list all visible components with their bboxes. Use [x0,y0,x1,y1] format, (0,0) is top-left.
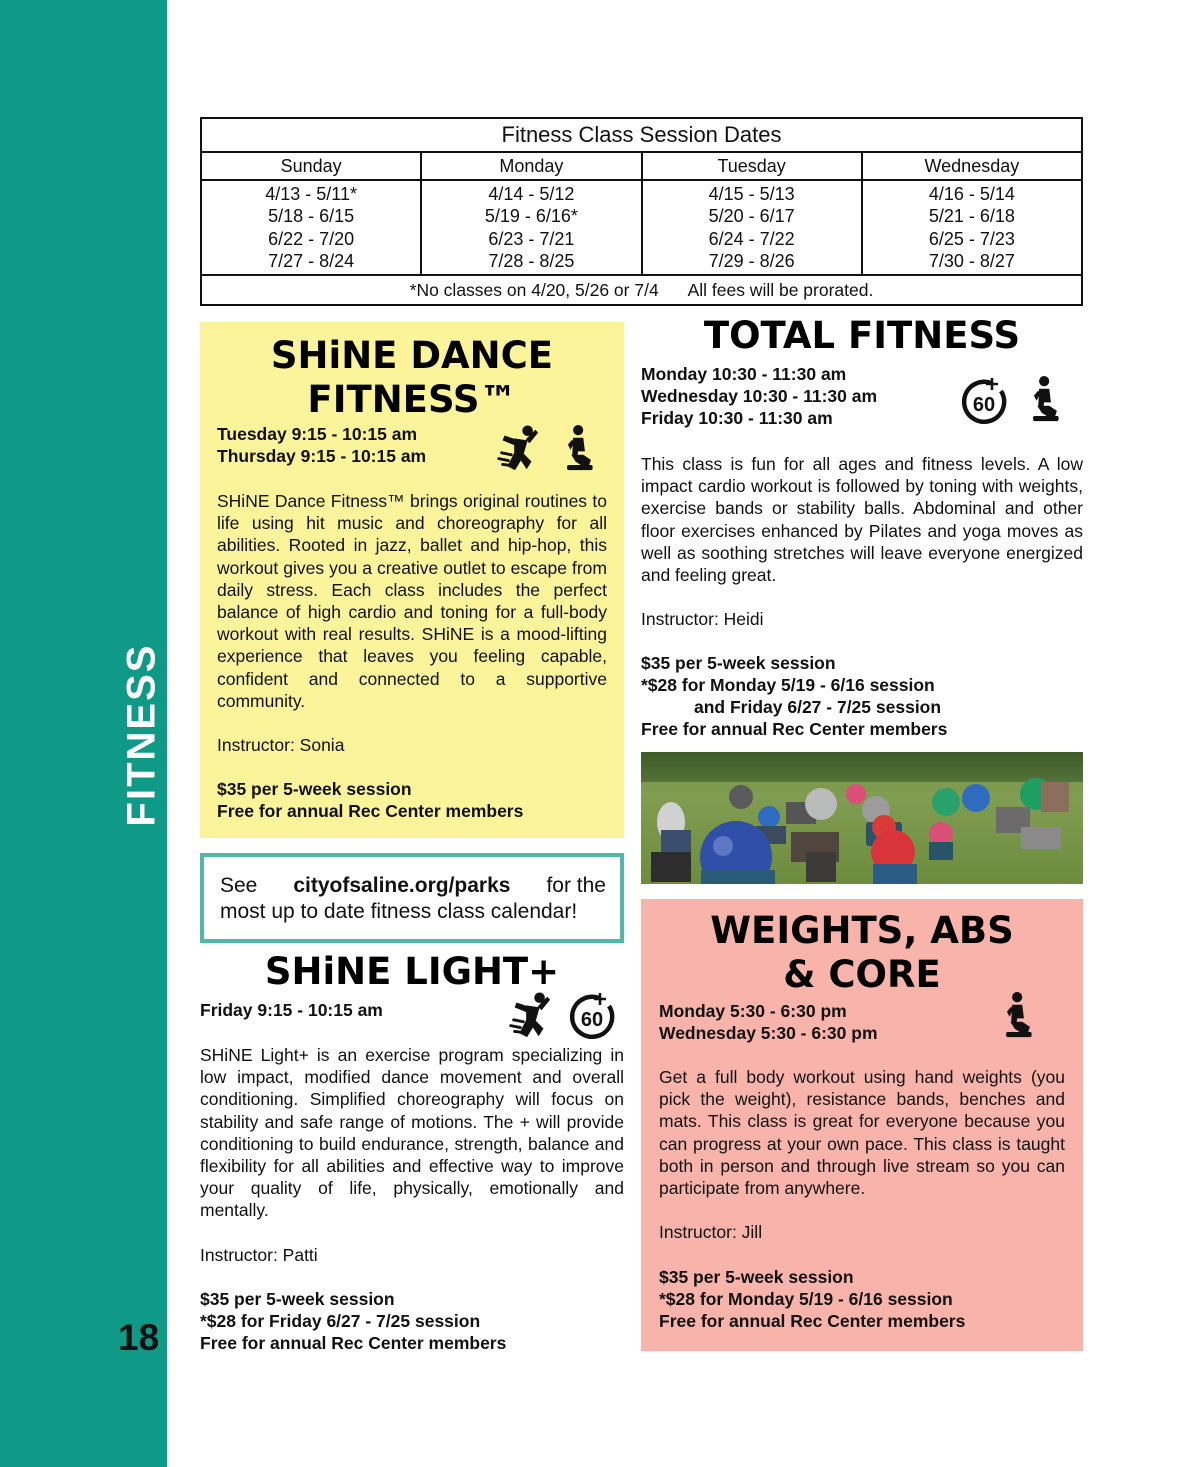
schedule-line: Monday 10:30 - 11:30 am [641,364,847,384]
stability-ball-class-photo [641,752,1083,884]
shine-dance-title-line1: SHiNE DANCE [270,334,554,377]
shine-light-members: Free for annual Rec Center members [200,1333,507,1353]
weights-title-line1: WEIGHTS, ABS [710,909,1014,952]
session-dates-table [200,117,1083,306]
age-60-plus-icon [566,989,618,1041]
schedule-line: Friday 9:15 - 10:15 am [200,1000,383,1020]
shine-light-schedule [200,999,383,1021]
shine-light-description: SHiNE Light+ is an exercise program specializing in low impact, modified dance movement and overall conditioning. Simplified choreography will focus on stability and safe range of motions. The + will provide conditioning to build endurance, strength, balance and flexibility for all abilities and effective way to improve your quality of life, physically, emotionally and mentally. [200,1045,624,1221]
date-cell: 6/22 - 7/20 [268,228,355,249]
schedule-line: Monday 5:30 - 6:30 pm [659,1001,847,1021]
total-fitness-price: $35 per 5-week session [641,653,836,673]
sunday-dates [202,181,420,274]
weights-price: $35 per 5-week session [659,1267,854,1287]
shine-light-price: $35 per 5-week session [200,1289,395,1309]
weights-card [641,899,1083,1351]
date-cell: 5/19 - 6/16* [484,206,578,227]
column-header: Wednesday [861,153,1081,179]
table-title: Fitness Class Session Dates [202,119,1081,153]
date-cell: 4/13 - 5/11* [265,184,357,204]
kneeling-exercise-icon [1001,989,1035,1041]
parks-link[interactable]: cityofsaline.org/parks [293,874,511,897]
age-60-plus-icon [958,374,1010,426]
total-fitness-instructor: Instructor: Heidi [641,609,764,629]
schedule-line: Wednesday 10:30 - 11:30 am [641,386,878,406]
website-note-line2: most up to date fitness class calendar! [220,900,578,923]
website-note [200,853,624,943]
shine-light-discount: *$28 for Friday 6/27 - 7/25 session [200,1311,481,1331]
date-cell: 5/21 - 6/18 [928,206,1015,227]
shine-dance-card [200,322,624,838]
monday-dates [420,181,640,274]
schedule-line: Friday 10:30 - 11:30 am [641,408,833,428]
date-cell: 6/24 - 7/22 [708,228,795,249]
date-cell: 4/15 - 5/13 [708,184,795,204]
section-label: FITNESS [119,643,164,827]
shine-light-title: SHiNE LIGHT+ [264,950,560,993]
no-classes-note: *No classes on 4/20, 5/26 or 7/4 [409,280,659,301]
see-text: See [220,874,258,897]
schedule-line: Wednesday 5:30 - 6:30 pm [659,1023,878,1043]
dance-icon [508,991,552,1041]
weights-description: Get a full body workout using hand weights (you pick the weight), resistance bands, benches and mats. This class is great for everyone because you can progress at your own pace. This class is taught both in person and through live stream so you can participate from anywhere. [659,1067,1065,1199]
dance-icon [496,424,540,474]
shine-dance-instructor: Instructor: Sonia [217,735,345,755]
weights-title-line2: & CORE [783,953,941,996]
total-fitness-members: Free for annual Rec Center members [641,719,948,739]
weights-instructor: Instructor: Jill [659,1222,763,1242]
shine-dance-title-line2: FITNESS™ [307,378,517,421]
shine-dance-description: SHiNE Dance Fitness™ brings original routines to life using hit music and choreography for all abilities. Rooted in jazz, ballet and hip-hop, this workout gives you a creative outlet to escape from daily stress. Each class includes the perfect balance of high cardio and toning for a full-body workout with real results. SHiNE is a mood-lifting experience that leaves you feeling capable, confident and connected to a supportive community. [217,491,607,711]
total-fitness-discount-2: and Friday 6/27 - 7/25 session [694,697,942,717]
schedule-line: Thursday 9:15 - 10:15 am [217,446,427,466]
page-number: 18 [118,1317,160,1358]
date-cell: 7/30 - 8/27 [928,250,1015,271]
shine-dance-price: $35 per 5-week session [217,779,412,799]
total-fitness-schedule [641,363,877,429]
date-cell: 6/25 - 7/23 [928,228,1015,249]
total-fitness-title: TOTAL FITNESS [703,314,1021,357]
total-fitness-discount-1: *$28 for Monday 5/19 - 6/16 session [641,675,935,695]
weights-schedule [659,1000,878,1044]
column-header: Sunday [280,156,342,176]
date-cell: 7/29 - 8/26 [708,250,795,271]
for-the-text: for the [546,874,606,897]
prorated-note: All fees will be prorated. [687,280,874,301]
date-cell: 7/28 - 8/25 [488,250,575,271]
shine-light-instructor: Instructor: Patti [200,1245,318,1265]
total-fitness-description: This class is fun for all ages and fitness levels. A low impact cardio workout is followed by toning with weights, exercise bands or stability balls. Abdominal and other floor exercises enhanced by Pilates and yoga moves as well as soothing stretches will leave everyone energized and feeling great. [641,454,1083,586]
date-cell: 5/18 - 6/15 [268,206,355,227]
shine-dance-schedule [217,423,426,467]
schedule-line: Tuesday 9:15 - 10:15 am [217,424,418,444]
wednesday-dates [861,181,1081,274]
weights-members: Free for annual Rec Center members [659,1311,966,1331]
date-cell: 7/27 - 8/24 [268,250,355,271]
weights-discount: *$28 for Monday 5/19 - 6/16 session [659,1289,953,1309]
kneeling-exercise-icon [562,422,596,474]
column-header: Tuesday [641,153,861,179]
table-footnote [202,276,1081,304]
kneeling-exercise-icon [1028,373,1062,425]
date-cell: 4/16 - 5/14 [928,184,1015,204]
date-cell: 4/14 - 5/12 [488,184,575,204]
date-cell: 6/23 - 7/21 [488,228,575,249]
table-body [202,181,1081,276]
date-cell: 5/20 - 6/17 [708,206,795,227]
column-header: Monday [420,153,640,179]
shine-dance-members: Free for annual Rec Center members [217,801,524,821]
website-note-line1 [220,873,606,899]
table-header-row [202,153,1081,181]
tuesday-dates [641,181,861,274]
